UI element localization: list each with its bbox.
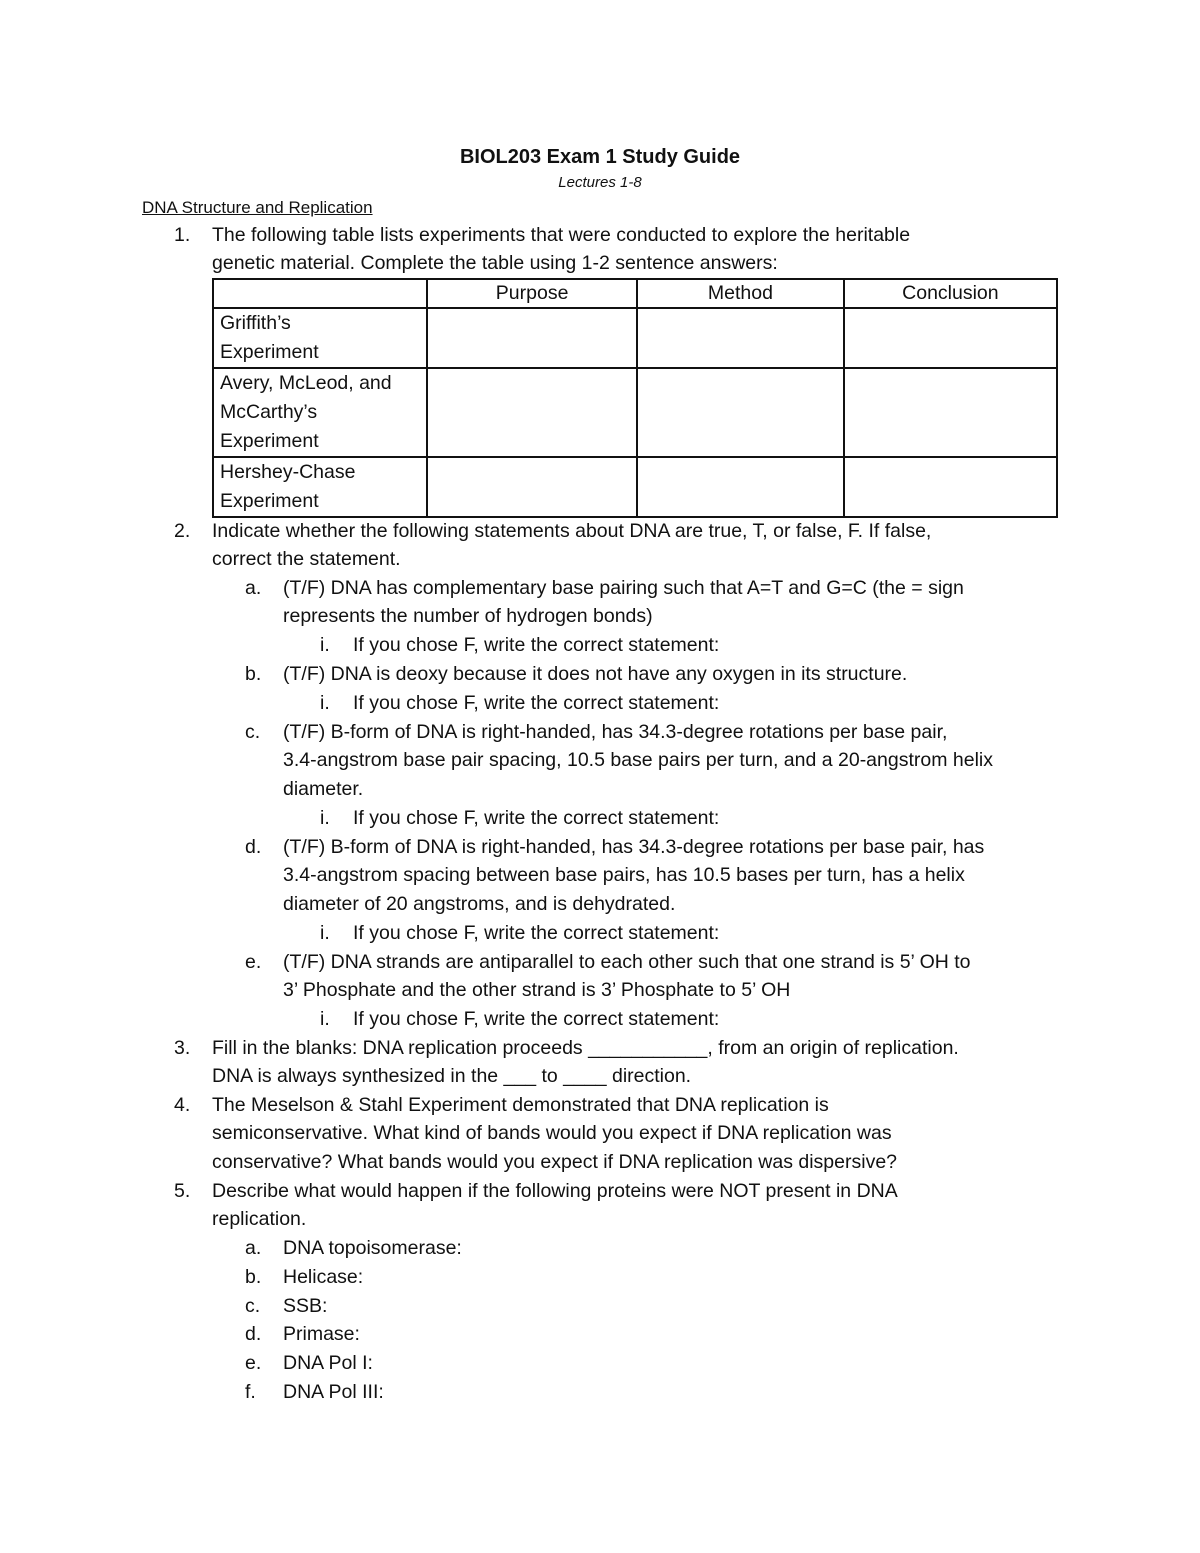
question-text: semiconservative. What kind of bands would you expect if DNA replication was <box>212 1122 892 1144</box>
row-label-line: Experiment <box>220 490 319 512</box>
item-marker: b. <box>245 663 262 685</box>
experiments-table <box>212 278 1058 518</box>
answer-cell-conclusion[interactable] <box>844 457 1057 517</box>
table-header-cell <box>213 279 427 308</box>
statement-text: diameter. <box>283 778 364 800</box>
table-row <box>213 457 1057 517</box>
question-text: The following table lists experiments that were conducted to explore the heritable <box>212 224 911 246</box>
answer-cell-purpose[interactable] <box>427 457 637 517</box>
page-subtitle: Lectures 1-8 <box>558 174 642 191</box>
answer-cell-method[interactable] <box>637 368 844 457</box>
row-label-cell <box>213 308 427 368</box>
protein-item: Helicase: <box>283 1266 364 1288</box>
statement-text: 3.4-angstrom base pair spacing, 10.5 base pairs per turn, and a 20-angstrom helix <box>283 749 993 771</box>
answer-cell-method[interactable] <box>637 308 844 368</box>
question-number: 1. <box>174 224 191 246</box>
protein-item: Primase: <box>283 1323 360 1345</box>
question-text: correct the statement. <box>212 548 401 570</box>
followup-prompt: If you chose F, write the correct statement: <box>353 692 720 714</box>
question-number: 3. <box>174 1037 191 1059</box>
followup-prompt: If you chose F, write the correct statement: <box>353 922 720 944</box>
statement-text: represents the number of hydrogen bonds) <box>283 605 653 627</box>
statement-text: (T/F) DNA has complementary base pairing such that A=T and G=C (the = sign <box>283 577 964 599</box>
protein-item: SSB: <box>283 1295 328 1317</box>
question-number: 4. <box>174 1094 191 1116</box>
question-text: Fill in the blanks: DNA replication proceeds ___________, from an origin of replication. <box>212 1037 959 1059</box>
statement-text: (T/F) B-form of DNA is right-handed, has 34.3-degree rotations per base pair, has <box>283 836 985 858</box>
followup-marker: i. <box>320 1008 330 1030</box>
table-header-cell: Conclusion <box>844 279 1057 308</box>
row-label-line: Griffith’s <box>220 312 291 334</box>
statement-text: 3.4-angstrom spacing between base pairs, has 10.5 bases per turn, has a helix <box>283 864 965 886</box>
answer-cell-method[interactable] <box>637 457 844 517</box>
followup-marker: i. <box>320 692 330 714</box>
row-label-cell <box>213 457 427 517</box>
statement-text: (T/F) DNA strands are antiparallel to each other such that one strand is 5’ OH to <box>283 951 971 973</box>
statement-text: (T/F) DNA is deoxy because it does not have any oxygen in its structure. <box>283 663 908 685</box>
question-text: Describe what would happen if the following proteins were NOT present in DNA <box>212 1180 898 1202</box>
item-marker: f. <box>245 1381 256 1403</box>
item-marker: e. <box>245 1352 262 1374</box>
question-text: Indicate whether the following statements about DNA are true, T, or false, F. If false, <box>212 520 932 542</box>
row-label-line: Experiment <box>220 341 319 363</box>
table-header-row <box>213 279 1057 308</box>
followup-prompt: If you chose F, write the correct statement: <box>353 1008 720 1030</box>
question-text: The Meselson & Stahl Experiment demonstrated that DNA replication is <box>212 1094 829 1116</box>
followup-marker: i. <box>320 922 330 944</box>
followup-marker: i. <box>320 807 330 829</box>
row-label-line: McCarthy’s <box>220 401 318 423</box>
item-marker: b. <box>245 1266 262 1288</box>
item-marker: a. <box>245 577 262 599</box>
row-label-line: Hershey-Chase <box>220 461 356 483</box>
item-marker: c. <box>245 721 261 743</box>
answer-cell-purpose[interactable] <box>427 308 637 368</box>
followup-prompt: If you chose F, write the correct statement: <box>353 634 720 656</box>
question-text: genetic material. Complete the table using 1-2 sentence answers: <box>212 252 778 274</box>
table-row <box>213 368 1057 457</box>
followup-prompt: If you chose F, write the correct statement: <box>353 807 720 829</box>
followup-marker: i. <box>320 634 330 656</box>
question-text: DNA is always synthesized in the ___ to ____ direction. <box>212 1065 692 1087</box>
item-marker: a. <box>245 1237 262 1259</box>
row-label-line: Experiment <box>220 430 319 452</box>
protein-item: DNA Pol I: <box>283 1352 373 1374</box>
answer-cell-purpose[interactable] <box>427 368 637 457</box>
statement-text: (T/F) B-form of DNA is right-handed, has 34.3-degree rotations per base pair, <box>283 721 948 743</box>
item-marker: d. <box>245 836 262 858</box>
item-marker: e. <box>245 951 262 973</box>
question-text: conservative? What bands would you expect if DNA replication was dispersive? <box>212 1151 898 1173</box>
question-number: 5. <box>174 1180 191 1202</box>
table-header-cell: Method <box>637 279 844 308</box>
answer-cell-conclusion[interactable] <box>844 368 1057 457</box>
row-label-line: Avery, McLeod, and <box>220 372 392 394</box>
statement-text: diameter of 20 angstroms, and is dehydrated. <box>283 893 676 915</box>
table-row <box>213 308 1057 368</box>
section-heading: DNA Structure and Replication <box>142 198 373 217</box>
table-header-cell: Purpose <box>427 279 637 308</box>
protein-item: DNA Pol III: <box>283 1381 384 1403</box>
item-marker: c. <box>245 1295 261 1317</box>
page-title: BIOL203 Exam 1 Study Guide <box>459 146 741 168</box>
protein-item: DNA topoisomerase: <box>283 1237 462 1259</box>
statement-text: 3’ Phosphate and the other strand is 3’ Phosphate to 5’ OH <box>283 979 791 1001</box>
row-label-cell <box>213 368 427 457</box>
answer-cell-conclusion[interactable] <box>844 308 1057 368</box>
item-marker: d. <box>245 1323 262 1345</box>
question-text: replication. <box>212 1208 307 1230</box>
question-number: 2. <box>174 520 191 542</box>
